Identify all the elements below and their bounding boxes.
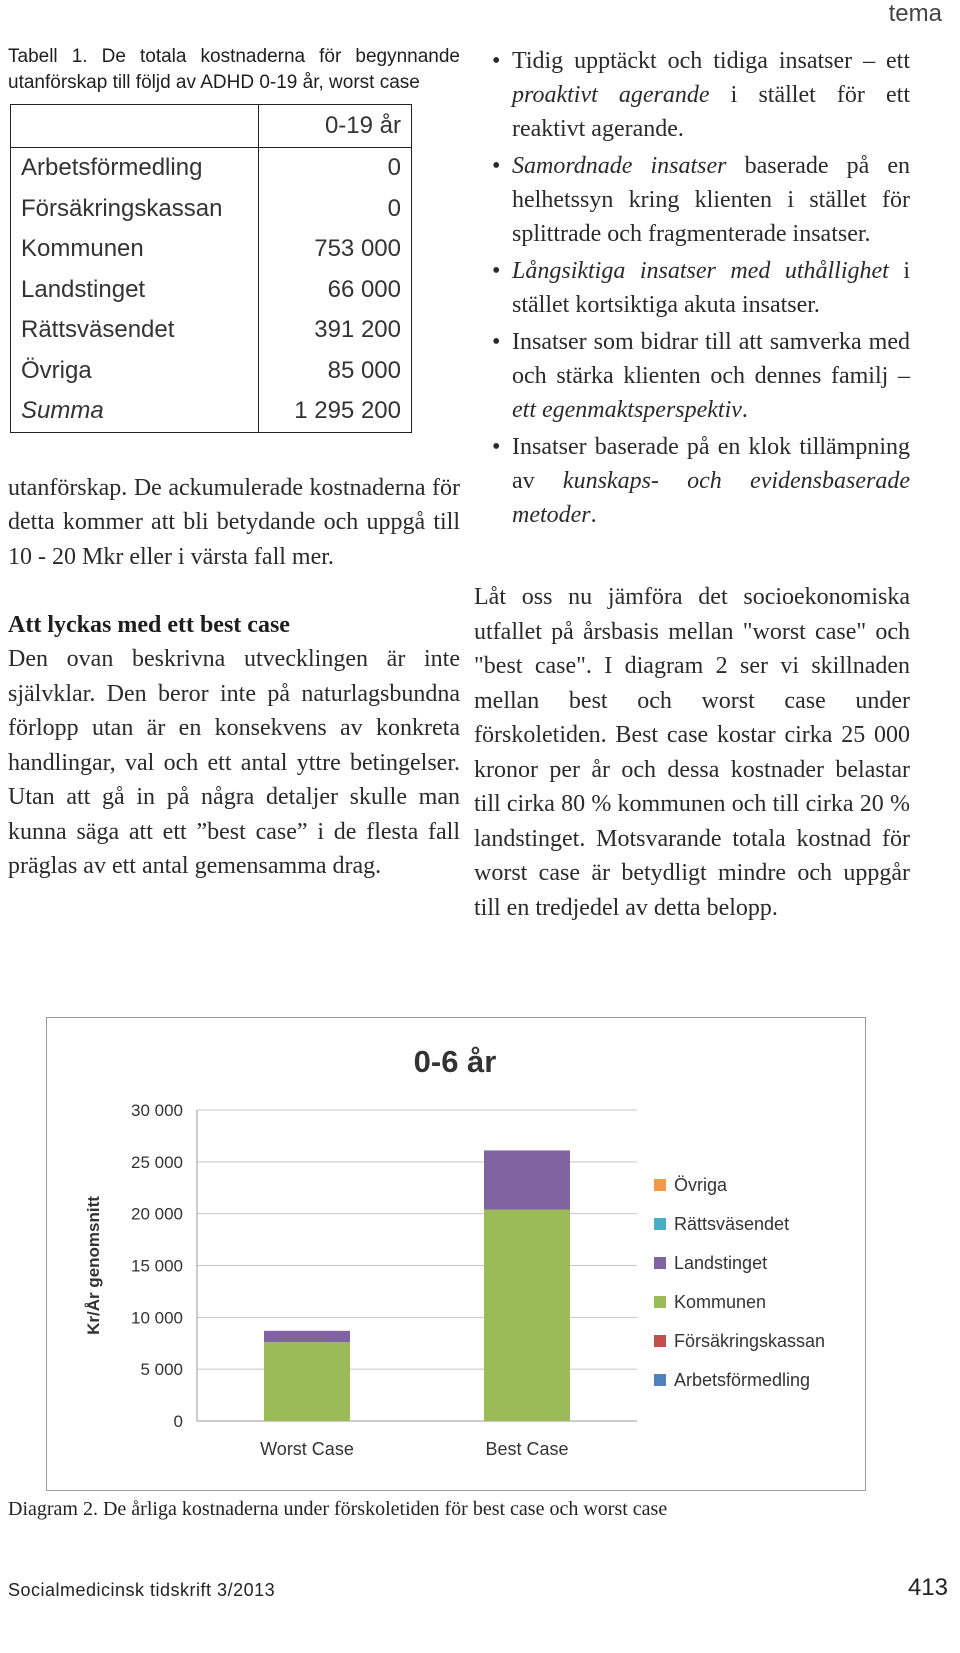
y-tick-label: 15 000 [131, 1256, 183, 1276]
y-tick-label: 25 000 [131, 1152, 183, 1172]
bullet-text: i stället kortsiktiga akuta insatser. [512, 258, 910, 318]
y-tick-label: 0 [173, 1412, 183, 1431]
bullet-item [474, 254, 910, 322]
table-row-value: 0 [259, 148, 412, 189]
bar-segment [484, 1150, 570, 1209]
table-row-value: 85 000 [259, 351, 412, 392]
bullet-text: . [590, 502, 597, 528]
section-label: tema [888, 0, 942, 27]
y-tick-label: 5 000 [140, 1360, 183, 1380]
bullet-marker: • [492, 48, 501, 74]
bullet-emphasis: ett egenmaktsperspektiv [512, 397, 742, 423]
x-tick-label: Worst Case [260, 1439, 354, 1459]
table-row-label: Rättsväsendet [11, 310, 259, 351]
body-paragraph: utanförskap. De ackumulerade kostnaderna för detta kommer att bli betydande och uppgå till 10 - 20 Mkr eller i värsta fall mer. [8, 474, 460, 570]
chart-title: 0-6 år [413, 1044, 497, 1079]
table-row-label: Arbetsförmedling [11, 148, 259, 189]
bullet-marker: • [492, 153, 501, 179]
legend-label: Övriga [674, 1175, 728, 1195]
table-header-blank [11, 105, 259, 148]
bullet-item [474, 149, 910, 251]
bullet-text: . [741, 397, 748, 423]
stacked-bar-chart [47, 1018, 865, 1490]
legend-label: Landstinget [674, 1253, 768, 1273]
bullet-item [474, 325, 910, 427]
legend-label: Kommunen [674, 1292, 767, 1312]
y-tick-label: 10 000 [131, 1308, 183, 1328]
body-paragraph: Den ovan beskrivna utvecklingen är inte självklar. Den beror inte på naturlagsbundna förlopp utan är en konsekvens av konkreta handlingar, val och ett antal yttre betingelser. Utan att gå in på några detaljer skulle man kunna säga att ett ”best case” i de flesta fall präglas av ett antal gemensamma drag. [8, 646, 460, 879]
bullet-text: i stället för ett reaktivt agerande. [512, 82, 910, 142]
legend-label: Försäkringskassan [674, 1331, 826, 1351]
page-number: 413 [907, 1574, 948, 1601]
bullet-list [474, 44, 910, 532]
bullet-text: Insatser baserade på en klok tillämpning av [512, 434, 910, 494]
legend-swatch [654, 1374, 666, 1386]
legend-label: Arbetsförmedling [674, 1370, 811, 1390]
bullet-emphasis: Samordnade insatser [512, 153, 727, 179]
bar-segment [264, 1331, 350, 1342]
bullet-marker: • [492, 329, 501, 355]
table-row-value: 753 000 [259, 229, 412, 270]
bullet-emphasis: proaktivt agerande [512, 82, 710, 108]
table-row-label: Kommunen [11, 229, 259, 270]
left-column [8, 44, 460, 884]
table-row-label: Övriga [11, 351, 259, 392]
table-column-header: 0-19 år [259, 105, 412, 148]
legend-label: Rättsväsendet [674, 1214, 790, 1234]
legend-swatch [654, 1335, 666, 1347]
bullet-emphasis: kunskaps- och evidensbaserade metoder [512, 468, 911, 528]
diagram-caption: Diagram 2. De årliga kostnaderna under förskoletiden för best case och worst case [8, 1498, 668, 1520]
bullet-emphasis: Långsiktiga insatser med uthållighet [512, 258, 889, 284]
table-row-label: Landstinget [11, 270, 259, 311]
table-row-value: 391 200 [259, 310, 412, 351]
x-tick-label: Best Case [485, 1439, 569, 1459]
bullet-marker: • [492, 434, 501, 460]
bullet-marker: • [492, 258, 501, 284]
cost-table [10, 104, 412, 433]
body-paragraph: Låt oss nu jämföra det socioekonomiska utfallet på årsbasis mellan "worst case" och "best case". I diagram 2 ser vi skillnaden mellan best och worst case under förskoletiden. Best case kostar cirka 25 000 kronor per år och dessa kostnader belastar till cirka 80 % kommunen och till cirka 20 % landstinget. Motsvarande totala kostnad för worst case är betydligt mindre och uppgår till en tredjedel av detta belopp. [474, 584, 910, 921]
legend-swatch [654, 1179, 666, 1191]
bullet-text: Insatser som bidrar till att samverka med och stärka klienten och dennes familj – [512, 329, 910, 389]
right-column [474, 44, 910, 925]
legend-swatch [654, 1257, 666, 1269]
bullet-text: baserade på en helhetssyn kring klienten i stället för splittrade och fragmenterade insatser. [512, 153, 910, 247]
y-tick-label: 20 000 [131, 1204, 183, 1224]
table-total-value: 1 295 200 [259, 391, 412, 432]
legend-swatch [654, 1218, 666, 1230]
table-row-label: Försäkringskassan [11, 189, 259, 230]
bullet-item [474, 430, 910, 532]
table-row-value: 0 [259, 189, 412, 230]
y-tick-label: 30 000 [131, 1101, 183, 1120]
table-total-label: Summa [11, 391, 259, 432]
bar-segment [484, 1210, 570, 1421]
y-axis-label: Kr/År genomsnitt [84, 1196, 103, 1335]
journal-footer: Socialmedicinsk tidskrift 3/2013 [8, 1580, 276, 1600]
bar-segment [264, 1342, 350, 1421]
section-heading: Att lyckas med ett best case [8, 612, 290, 638]
bullet-text: Tidig upptäckt och tidiga insatser – ett [512, 48, 910, 74]
table-row-value: 66 000 [259, 270, 412, 311]
legend-swatch [654, 1296, 666, 1308]
chart-frame [46, 1017, 866, 1491]
table-caption: Tabell 1. De totala kostnaderna för begynnande utanförskap till följd av ADHD 0-19 år, worst case [8, 46, 460, 93]
bullet-item [474, 44, 910, 146]
